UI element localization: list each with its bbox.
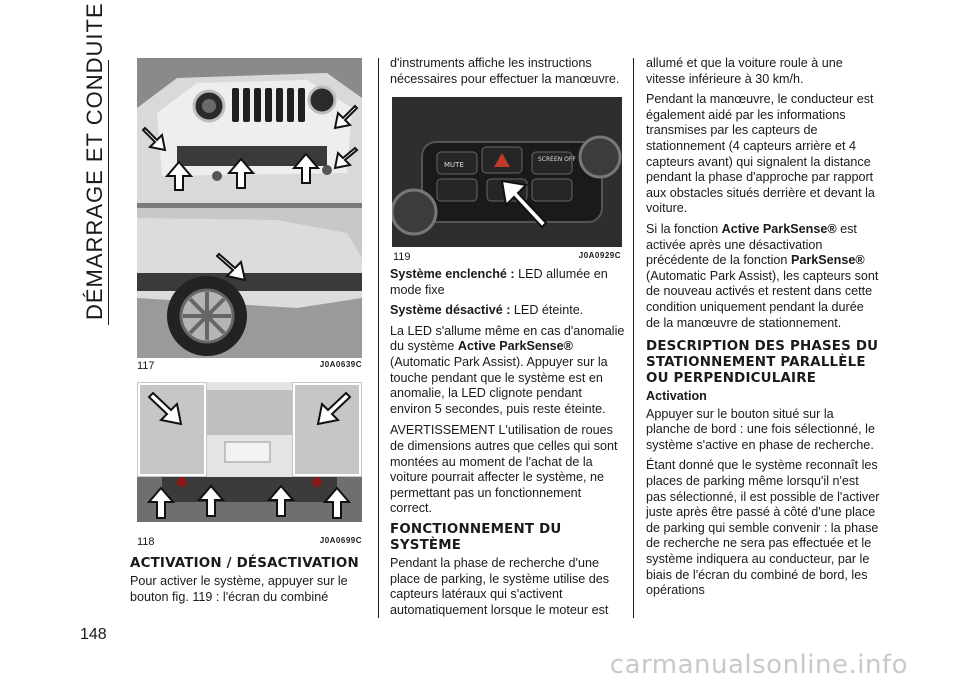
- figure-code: J0A0929C: [578, 251, 621, 260]
- text-run: Si la fonction: [646, 221, 722, 236]
- side-divider: [108, 60, 109, 325]
- column-2-text-top: [390, 56, 625, 92]
- mute-label: MUTE: [444, 161, 464, 169]
- watermark: carmanualsonline.info: [609, 650, 908, 680]
- paragraph: Appuyer sur le bouton situé sur la planche de bord : une fois sélectionné, le système s'active en phase de recherche.: [646, 406, 875, 452]
- figure-number: 118: [137, 536, 155, 548]
- figure-118-image: [137, 382, 362, 522]
- section-heading-activation: ACTIVATION / DÉSACTIVATION: [130, 556, 359, 571]
- paragraph: d'instruments affiche les instructions nécessaires pour effectuer la manœuvre.: [390, 56, 620, 86]
- figure-119-image: [392, 97, 622, 247]
- figure-number: 117: [137, 360, 155, 372]
- column-1-text: [130, 552, 365, 610]
- column-divider: [633, 58, 634, 618]
- subheading-activation: Activation: [646, 389, 707, 404]
- column-2-text-bottom: [390, 267, 625, 623]
- paragraph: Pendant la phase de recherche d'une place de parking, le système utilise des capteurs latéraux qui s'activent automatiquement lorsque le moteur est: [390, 555, 610, 617]
- column-divider: [378, 58, 379, 618]
- text-run: La LED s'allume même en cas d'anomalie du système: [390, 323, 625, 354]
- figure-117-image: [137, 58, 362, 358]
- screen-off-label: SCREEN OFF: [538, 156, 576, 163]
- product-name: ParkSense®: [790, 253, 865, 268]
- section-heading-phases: DESCRIPTION DES PHASES DU STATIONNEMENT PARALLÈLE OU PERPENDICULAIRE: [646, 339, 879, 387]
- text-run: (Automatic Park Assist). Appuyer sur la touche pendant que le système est en anomalie, la LED clignote pendant environ 5 secondes, puis reste éteinte.: [390, 354, 608, 416]
- figure-119-caption: [393, 251, 621, 263]
- text-run: est activée après une désactivation précédente de la fonction: [646, 221, 857, 268]
- column-3-text: [646, 56, 881, 604]
- paragraph: [390, 324, 625, 418]
- product-name: Active ParkSense®: [457, 339, 573, 354]
- paragraph: Pour activer le système, appuyer sur le bouton fig. 119 : l'écran du combiné: [130, 574, 348, 604]
- paragraph: [646, 222, 881, 331]
- state-off-text: LED éteinte.: [510, 303, 584, 318]
- page-number: 148: [80, 626, 107, 643]
- paragraph: Étant donné que le système reconnaît les places de parking même lorsqu'il n'est pas sélectionné, il est possible de l'activer juste après être passé à côté d'une place de parking qui semble convenir : la phase de recherche ne sera pas effectuée et le système indiquera au conducteur, par le biais de l'écran du combiné de bord, les opérations: [646, 458, 880, 598]
- state-on-line: [390, 267, 625, 298]
- figure-code: J0A0639C: [319, 360, 362, 369]
- text-run: (Automatic Park Assist), les capteurs sont de nouveau activés et restent dans cette condition uniquement pendant la durée de la manœuvre de stationnement.: [646, 268, 879, 330]
- figure-code: J0A0699C: [319, 536, 362, 545]
- figure-117-caption: [137, 360, 362, 372]
- section-heading-operation: FONCTIONNEMENT DU SYSTÈME: [390, 521, 562, 553]
- state-on-label: Système enclenché :: [390, 267, 515, 281]
- state-off-line: [390, 303, 625, 319]
- paragraph: Pendant la manœuvre, le conducteur est également aidé par les informations transmises par les capteurs de stationnement (4 capteurs arrière et 4 capteurs avant) qui signalent la distance pendant la phase d'approche par rapport aux obstacles situés derrière et devant la voiture.: [646, 92, 875, 216]
- warning-paragraph: AVERTISSEMENT L'utilisation de roues de dimensions autres que celles qui sont montées au moment de l'achat de la voiture pourrait affecter le système, ne permettant pas un fonctionnement correct.: [390, 423, 618, 516]
- paragraph: allumé et que la voiture roule à une vitesse inférieure à 30 km/h.: [646, 56, 843, 86]
- state-on-text: LED allumée en mode fixe: [390, 267, 608, 297]
- figure-number: 119: [393, 251, 411, 263]
- figure-118-caption: [137, 536, 362, 548]
- product-name: Active ParkSense®: [721, 221, 837, 236]
- state-off-label: Système désactivé :: [390, 303, 511, 318]
- chapter-title-text: DÉMARRAGE ET CONDUITE: [82, 2, 107, 320]
